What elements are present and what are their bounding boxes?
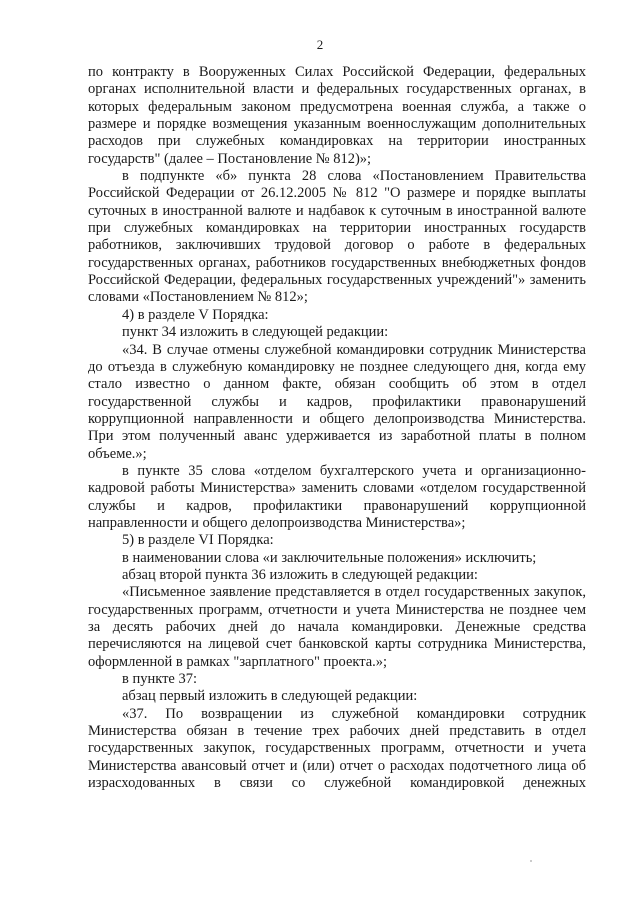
paragraph-8: в наименовании слова «и заключительные положения» исключить; bbox=[122, 549, 537, 566]
paragraph-6: в пункте 35 слова «отделом бухгалтерского учета и организационно-кадровой работы Министерства» заменить словами «отделом государственной службы и кадров, профилактики правонарушений коррупционной направленности и общего делопроизводства Министерства»; bbox=[88, 462, 586, 531]
paragraph-9: абзац второй пункта 36 изложить в следующей редакции: bbox=[122, 566, 478, 583]
paragraph-7: 5) в разделе VI Порядка: bbox=[122, 532, 274, 549]
paragraph-1: по контракту в Вооруженных Силах Российской Федерации, федеральных органах исполнительной власти и федеральных государственных органах, в которых федеральным законом предусмотрена военная служба, а также о размере и порядке возмещения указанным военнослужащим дополнительных расходов при служебных командировках на территории иностранных государств" (далее – Постановление № 812)»; bbox=[88, 64, 586, 167]
paragraph-3: 4) в разделе V Порядка: bbox=[122, 306, 269, 323]
scan-speck bbox=[530, 860, 532, 862]
page-number: 2 bbox=[316, 37, 324, 52]
paragraph-13: «37. По возвращении из служебной командировки сотрудник Министерства обязан в течение трех рабочих дней представить в отдел государственных закупок, государственных программ, отчетности и учета Министерства авансовый отчет и (или) отчет о расходах подотчетного лица об израсходованных в связи со служебной командировкой денежных bbox=[88, 705, 586, 792]
paragraph-2: в подпункте «б» пункта 28 слова «Постановлением Правительства Российской Федерации от 26.12.2005 № 812 "О размере и порядке выплаты суточных в иностранной валюте и надбавок к суточным в иностранной валюте при служебных командировках на территории иностранных государств работников, заключивших трудовой договор о работе в федеральных государственных органах, работников государственных внебюджетных фондов Российской Федерации, федеральных государственных учреждений"» заменить словами «Постановлением № 812»; bbox=[88, 168, 586, 306]
paragraph-12: абзац первый изложить в следующей редакции: bbox=[122, 688, 418, 705]
paragraph-10: «Письменное заявление представляется в отдел государственных закупок, государственных программ, отчетности и учета Министерства не позднее чем за десять рабочих дней до начала командировки. Денежные средства перечисляются на лицевой счет банковской карты сотрудника Министерства, оформленной в рамках "зарплатного" проекта.»; bbox=[88, 584, 586, 670]
paragraph-4: пункт 34 изложить в следующей редакции: bbox=[122, 324, 389, 341]
document-body bbox=[88, 64, 586, 792]
paragraph-5: «34. В случае отмены служебной командировки сотрудник Министерства до отъезда в служебную командировку не позднее следующего дня, когда ему стало известно о данном факте, обязан сообщить об этом в отдел государственной службы и кадров, профилактики правонарушений коррупционной направленности и общего делопроизводства Министерства. При этом полученный аванс удерживается из заработной платы в полном объеме.»; bbox=[88, 341, 586, 462]
paragraph-11: в пункте 37: bbox=[122, 671, 198, 688]
